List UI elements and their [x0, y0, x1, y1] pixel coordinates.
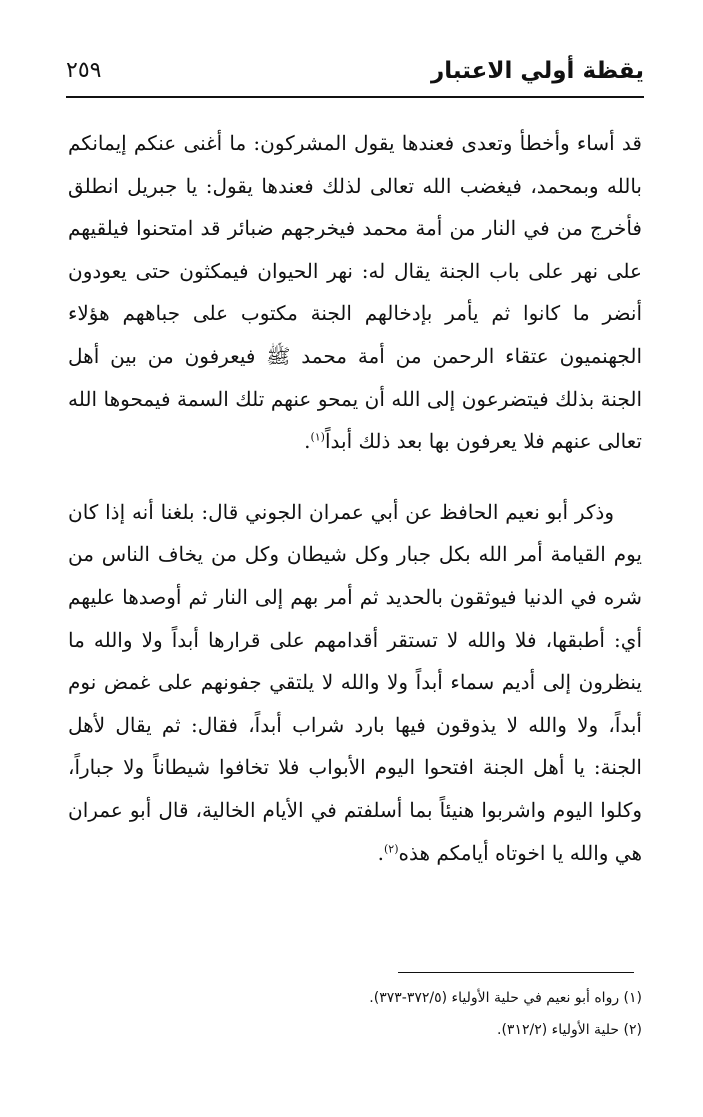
footnote: (١) رواه أبو نعيم في حلية الأولياء (٣٧٢/٥-٣٧٣). [369, 990, 642, 1006]
paragraph [68, 122, 642, 463]
paragraph-end: . [304, 429, 311, 454]
footnote-marker: (١) [310, 430, 325, 444]
running-title: يقظة أولي الاعتبار [430, 58, 644, 84]
footnote-rule [398, 972, 634, 973]
header-rule [66, 96, 644, 98]
running-header [66, 52, 644, 96]
footnote-marker: (٢) [383, 841, 399, 855]
paragraph-end: . [377, 840, 384, 865]
paragraph [68, 491, 642, 874]
paragraph-text: وذكر أبو نعيم الحافظ عن أبي عمران الجوني قال: بلغنا أنه إذا كان يوم القيامة أمر الله بكل جبار وكل شيطان وكل من يخاف الناس من شره في الدنيا فيوثقون بالحديد ثم أمر بهم إلى النار ثم أوصدها عليهم أي: أطبقها، فلا والله لا تستقر أقدامهم على قرارها أبداً ولا والله ما ينظرون إلى أديم سماء أبداً ولا والله لا يلتقي جفونهم على غمض نوم أبداً، ولا والله لا يذوقون فيها بارد شراب أبداً، فقال: ثم يقال لأهل الجنة: يا أهل الجنة افتحوا اليوم الأبواب فلا تخافوا شيطاناً ولا جباراً، وكلوا اليوم واشربوا هنيئاً بما أسلفتم في الأيام الخالية، قال أبو عمران هي والله يا اخوتاه أيامكم هذه [68, 499, 642, 865]
footnotes [68, 982, 642, 1046]
footnote: (٢) حلية الأولياء (٣١٢/٢). [497, 1022, 642, 1038]
page-number: ٢٥٩ [66, 58, 102, 83]
main-text [68, 122, 642, 874]
paragraph-text: قد أساء وأخطأ وتعدى فعندها يقول المشركون: ما أغنى عنكم إيمانكم بالله وبمحمد، فيغضب الله تعالى لذلك فعندها يقول: يا جبريل انطلق فأخرج من في النار من أمة محمد فيخرجهم ضبائر قد امتحنوا فيلقيهم على نهر على باب الجنة يقال له: نهر الحيوان فيمكثون حتى يعودون أنضر ما كانوا ثم يأمر بإدخالهم الجنة مكتوب على جباههم هؤلاء الجهنميون عتقاء الرحمن من أمة محمد ﷺ فيعرفون من بين أهل الجنة بذلك فيتضرعون إلى الله أن يمحو عنهم تلك السمة فيمحوها الله تعالى عنهم فلا يعرفون بها بعد ذلك أبداً [68, 131, 642, 454]
